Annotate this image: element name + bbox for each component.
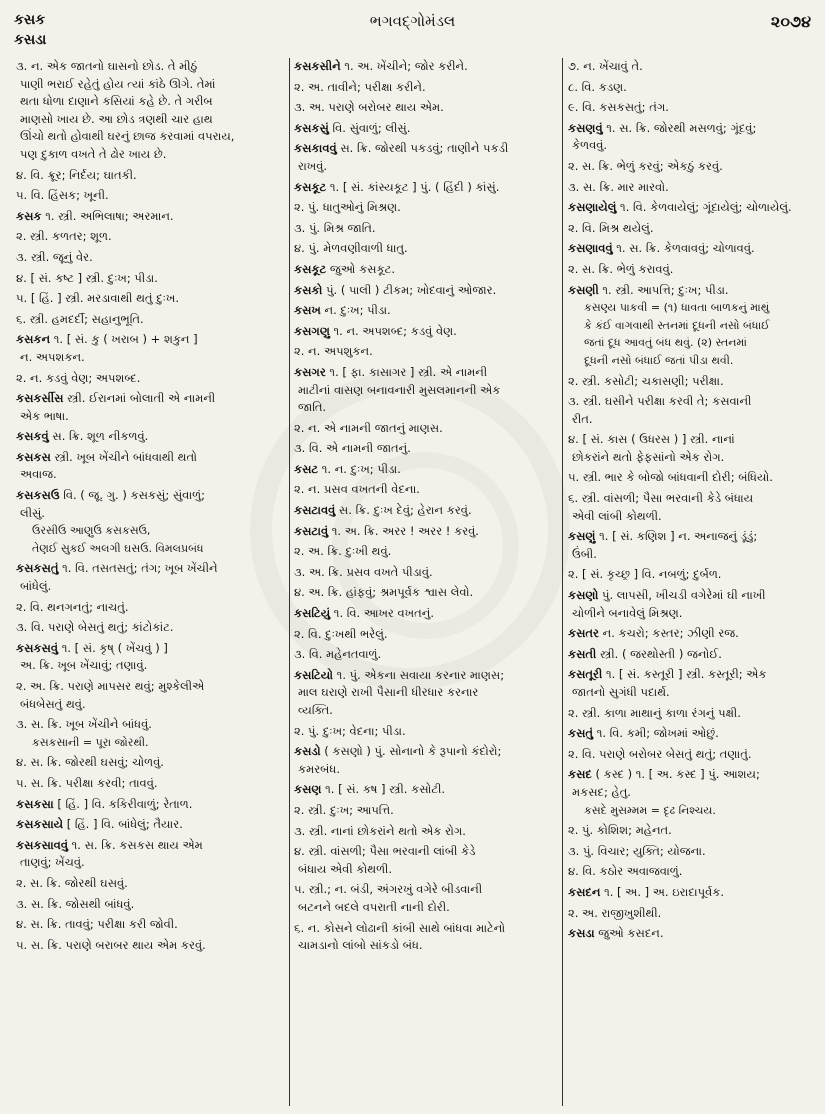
entry-line: પણ દુકાળ વખતે તે ઢોર ખાય છે. (20, 146, 167, 161)
dictionary-entry (294, 240, 556, 258)
dictionary-entry (568, 925, 813, 943)
headword: કસક (16, 208, 42, 223)
book-title: ભગવદ્ગોમંડલ (369, 12, 456, 30)
dictionary-entry (294, 58, 556, 76)
headword: કસકન (16, 332, 51, 347)
dictionary-entry (568, 282, 813, 370)
dictionary-entry (294, 440, 556, 458)
dictionary-entry (568, 746, 813, 764)
entry-line: ૩. સ. ક્રિ. ખૂબ ખેંચીને બાંધવું. (16, 717, 152, 732)
dictionary-entry (294, 502, 556, 520)
headword: કસતૂરી (568, 667, 603, 682)
dictionary-entry (16, 208, 284, 226)
headword: કસતું (568, 726, 594, 741)
entry-line: કસગણુ ૧. ન. અપશબ્દ; કડવું વેણ. (294, 323, 457, 338)
dictionary-entry (568, 220, 813, 238)
dictionary-entry (294, 881, 556, 916)
dictionary-entry (568, 79, 813, 97)
entry-line: ૨. સ્ત્રી. દુઃખ; આપત્તિ. (294, 802, 394, 817)
headword: કસણવું (568, 120, 603, 135)
entry-line: કસકસાવવું ૧. સ. ક્રિ. કસકસ થાય એમ (16, 837, 203, 852)
usage-example: કસકસાની = પૂરા જોરથી. (32, 735, 149, 749)
entry-line: કમરબંધ. (298, 761, 340, 776)
entry-line: ૨. અ. ક્રિ. દુઃખી થવું. (294, 544, 392, 559)
usage-example: કસણ્ય પાકવી = (૧) ધાવતા બાળકનું માથું (584, 301, 770, 315)
entry-line: ૫. સ્ત્રી.; ન. બંડી, અંગરખું વગેરે બીડવાની (294, 882, 483, 897)
entry-line: ૨. પું. ધાતુઓનું મિશ્રણ. (294, 200, 401, 215)
entry-line: ૪. સ. ક્રિ. તાવવું; પરીક્ષા કરી જોવી. (16, 917, 178, 932)
headword: કસકર્સીસ (16, 391, 64, 406)
dictionary-entry (294, 199, 556, 217)
dictionary-entry (568, 666, 813, 701)
entry-line: જાતનો સુગંધી પદાર્થ. (572, 685, 670, 699)
dictionary-entry (294, 543, 556, 561)
entry-line: મકસદ; હેતુ. (572, 784, 631, 799)
dictionary-entry (568, 766, 813, 819)
dictionary-entry (16, 875, 284, 893)
dictionary-entry (568, 120, 813, 155)
entry-line: ૫. સ્ત્રી. ભાર કે બોજો બાંધવાની દોરી; બંધિયો. (568, 470, 773, 485)
dictionary-entry (294, 723, 556, 741)
dictionary-entry (16, 775, 284, 793)
entry-line: ૨. વિ. થનગનતું; નાચતું. (16, 599, 129, 614)
entry-line: ૪. સ્ત્રી. વાંસળી; પૈસા ભરવાની લાંબી કેડે (294, 844, 476, 859)
entry-line: ૨. અ. તાવીને; પરીક્ષા કરીને. (294, 79, 426, 94)
entry-line: ૩. પું. વિચાર; યુક્તિ; યોજના. (568, 843, 706, 858)
headword: કસકૂટ (294, 261, 327, 276)
entry-line: ૯. વિ. કસકસતું; તંગ. (568, 100, 669, 115)
entry-line: ચોળીને બનાવેલું મિશ્રણ. (572, 605, 683, 620)
entry-line: ૩. સ. ક્રિ. માર મારવો. (568, 179, 669, 194)
dictionary-entry (294, 179, 556, 197)
page-header (14, 10, 811, 54)
dictionary-entry (568, 843, 813, 861)
entry-line: ૫. સ. ક્રિ. પરીક્ષા કરવી; તાવવું. (16, 775, 158, 790)
dictionary-entry (294, 481, 556, 499)
dictionary-entry (16, 640, 284, 675)
dictionary-entry (294, 626, 556, 644)
dictionary-entry (294, 220, 556, 238)
entry-line: ૨. સ્ત્રી. કસોટી; ચકાસણી; પરીક્ષા. (568, 373, 724, 388)
entry-line: ૩. ન. એક જાતનો ઘાસનો છોડ. તે મીઠું (16, 59, 198, 73)
dictionary-entry (294, 140, 556, 175)
entry-line: કસકવું સ. ક્રિ. શૂળ નીકળવું. (16, 429, 149, 444)
entry-line: ૨. ન. પ્રસવ વખતની વેદના. (294, 482, 420, 497)
entry-line: કસકસા [ હિં. ] વિ. કકિરીવાળું; રેતાળ. (16, 796, 193, 811)
headword: કસટાવું (294, 523, 329, 538)
entry-line: કસકન ૧. [ સં. કુ ( ખરાબ ) + શકુન ] (16, 332, 198, 347)
entry-line: ૪. પું. મેળવણીવાળી ધાતુ. (294, 241, 408, 256)
dictionary-entry (294, 261, 556, 279)
entry-line: ૪. સ. ક્રિ. જોરથી ઘસવું; ચોળવું. (16, 755, 164, 770)
dictionary-entry (294, 420, 556, 438)
entry-line: ૩. વિ. પરાણે બેસતું થતું; કાંટોકાંટ. (16, 620, 174, 635)
headword: કસકસાવવું (16, 837, 69, 852)
dictionary-entry (16, 599, 284, 617)
entry-line: માણસો ખાય છે. આ છોડ ત્રણથી ચાર હાથ (20, 111, 213, 126)
dictionary-entry (294, 781, 556, 799)
dictionary-entry (294, 843, 556, 878)
entry-line: કસણી ૧. સ્ત્રી. આપત્તિ; દુઃખ; પીડા. (568, 282, 729, 297)
dictionary-entry (16, 796, 284, 814)
first-guide-word: કસક (14, 12, 46, 28)
entry-line: ૨. ન. અપશુકન. (294, 344, 373, 359)
dictionary-entry (568, 261, 813, 279)
headword: કસગણુ (294, 323, 330, 338)
dictionary-entry (16, 678, 284, 713)
last-guide-word: કસડા (14, 32, 47, 48)
entry-line: કસણાયેલું ૧. વિ. કેળવાયેલું; ગૂંદાયેલું; ચોળાયેલું. (568, 200, 792, 215)
dictionary-entry (294, 461, 556, 479)
dictionary-entry (294, 323, 556, 341)
headword: કસકસું (294, 120, 329, 135)
entry-line: બટનને બદલે વપરાતી નાની દોરી. (298, 899, 450, 914)
dictionary-entry (568, 528, 813, 563)
dictionary-entry (568, 158, 813, 176)
entry-line: ૪. વિ. ક્રૂર; નિર્દય; ઘાતકી. (16, 167, 137, 182)
entry-line: કસકસતું ૧. વિ. તસતસતું; તંગ; ખૂબ ખેંચીને (16, 561, 218, 576)
entry-line: ૪. વિ. કઠોર અવાજવાળું. (568, 864, 683, 879)
entry-line: કસકાવવું સ. ક્રિ. જોરથી પકડવું; તાણીને પકડી (294, 141, 509, 156)
dictionary-entry (568, 884, 813, 902)
dictionary-entry (568, 99, 813, 117)
headword: કસકો (294, 282, 323, 297)
dictionary-entry (568, 58, 813, 76)
dictionary-entry (16, 487, 284, 557)
entry-line: કસતું ૧. વિ. કમી; જોખમાં ઓછું. (568, 726, 719, 741)
entry-line: ૮. વિ. કડણ. (568, 79, 627, 94)
entry-line: છોકરાંને થતો ફેફસાંનો એક રોગ. (572, 449, 725, 464)
headword: કસકવું (16, 429, 49, 444)
entry-line: એવી લાંબી કોથળી. (572, 508, 662, 523)
entry-line: ૩. અ. ક્રિ. પ્રસવ વખતે પીડાવું. (294, 564, 433, 579)
headword: કસટિયો (294, 667, 334, 682)
column-1 (16, 58, 284, 1108)
dictionary-entry (16, 716, 284, 751)
entry-line: અ. ક્રિ. ખૂબ ખેંચાવું; તણાવું. (20, 658, 148, 673)
entry-line: કસતી સ્ત્રી. ( જરથોસ્તી ) જનોઈ. (568, 646, 722, 661)
entry-line: ૪. [ સં. કષ્ટ ] સ્ત્રી. દુઃખ; પીડા. (16, 270, 158, 285)
entry-line: કસકો પું. ( પાલી ) ટીકમ; ખોદવાનું ઓજાર. (294, 282, 497, 297)
headword: કસડો (294, 744, 321, 759)
dictionary-entry (294, 282, 556, 300)
dictionary-entry (16, 270, 284, 288)
dictionary-entry (16, 896, 284, 914)
entry-line: ૨. પું. દુઃખ; વેદના; પીડા. (294, 723, 406, 738)
dictionary-entry (16, 390, 284, 425)
entry-line: ૨. પું. કોશિશ; મહેનત. (568, 823, 672, 838)
entry-line: ૨. અ. ક્રિ. પરાણે માપસર થવું; મુશ્કેલીએ (16, 679, 205, 693)
entry-line: કસક ૧. સ્ત્રી. અભિલાષા; અરમાન. (16, 208, 174, 223)
headword: કસકસીને (294, 59, 341, 73)
column-2 (294, 58, 556, 1108)
dictionary-entry (16, 560, 284, 595)
dictionary-entry (294, 823, 556, 841)
dictionary-entry (568, 625, 813, 643)
dictionary-entry (568, 373, 813, 391)
entry-line: કસગર ૧. [ ફા. કાસાગર ] સ્ત્રી. એ નામની (294, 364, 488, 379)
entry-line: ૬. સ્ત્રી. વાંસળી; પૈસા ભરવાની કેડે બંધાય (568, 491, 754, 506)
entry-line: કસકર્સીસ સ્ત્રી. ઈરાનમાં બોલાતી એ નામની (16, 391, 216, 406)
dictionary-entry (16, 311, 284, 329)
dictionary-entry (568, 179, 813, 197)
entry-line: કસકસું વિ. સુંવાળું; લીસું. (294, 120, 411, 135)
dictionary-entry (294, 364, 556, 417)
entry-line: કસકસ સ્ત્રી. ખૂબ ખેંચીને બાંધવાથી થતો (16, 449, 197, 464)
headword: કસણાવવું (568, 241, 613, 256)
entry-line: ૬. ન. કોસને લોઢાની કાંબી સાથે બાંધવા માટેનો (294, 920, 506, 935)
headword: કસણો (568, 588, 599, 603)
entry-line: ૩. સ્ત્રી. ઘસીને પરીક્ષા કરવી તે; કસવાની (568, 394, 752, 409)
dictionary-entry (16, 58, 284, 164)
dictionary-entry (294, 605, 556, 623)
dictionary-entry (294, 667, 556, 720)
entry-line: ૨. સ. ક્રિ. જોરથી ઘસવું. (16, 875, 128, 890)
entry-line: ૨. સ. ક્રિ. ભેળું કરવું; એકઠું કરવું. (568, 158, 723, 173)
dictionary-entry (16, 937, 284, 955)
entry-line: થતા ધોળા દાણાને કસિયાં કહે છે. તે ગરીબ (20, 94, 213, 109)
entry-line: કસકસાયે [ હિં. ] વિ. બાંધેલું; તૈયાર. (16, 817, 183, 832)
entry-line: કસણ ૧. [ સં. કષ ] સ્ત્રી. કસોટી. (294, 782, 446, 797)
dictionary-entry (294, 523, 556, 541)
entry-line: ૬. સ્ત્રી. હમદર્દી; સહાનુભૂતિ. (16, 311, 144, 326)
entry-line: કસટિયું ૧. વિ. આખર વખતનું. (294, 606, 434, 621)
headword: કસટાવવું (294, 503, 336, 518)
entry-line: બંધાય એવી કોથળી. (298, 861, 392, 876)
dictionary-entry (16, 428, 284, 446)
headword: કસગર (294, 364, 326, 379)
column-3 (568, 58, 813, 1108)
headword: કસણું (568, 529, 596, 544)
dictionary-entry (16, 187, 284, 205)
usage-example: કે કંઈ વાગવાથી સ્તનમાં દૂધની નસો બંધાઈ (584, 318, 770, 332)
headword: કસણી (568, 282, 599, 297)
headword: કસટિયું (294, 606, 331, 621)
dictionary-entry (294, 79, 556, 97)
entry-line: તાણવું; ખેંચવું. (20, 855, 85, 870)
entry-line: કસડો ( કસણો ) પું. સોનાનો કે રૂપાનો કંદોરો; (294, 744, 502, 759)
dictionary-entry (294, 99, 556, 117)
dictionary-entry (568, 587, 813, 622)
entry-line: ૩. પું. મિશ્ર જાતિ. (294, 220, 376, 235)
headword: કસકસવું (16, 640, 59, 655)
entry-line: કસટિયો ૧. પું. એકના સવાયા કરનાર માણસ; (294, 667, 505, 682)
entry-line: ૫. વિ. હિંસક; ખૂની. (16, 188, 109, 203)
dictionary-entry (16, 228, 284, 246)
entry-line: કસકસીને ૧. અ. ખેંચીને; જોર કરીને. (294, 59, 468, 73)
usage-example: દૂધની નસો બંધાઈ જતાં પીડા થવી. (584, 353, 734, 367)
entry-line: કસદ ( કસ્દ ) ૧. [ અ. કસ્દ ] પું. આશય; (568, 767, 760, 782)
headword: કસણ (294, 782, 322, 797)
headword: કસકાવવું (294, 141, 337, 156)
entry-line: કસટાવું ૧. અ. ક્રિ. અરર ! અરર ! કરવું. (294, 523, 479, 538)
dictionary-entry (16, 370, 284, 388)
dictionary-columns (16, 58, 813, 1108)
entry-line: કસદન ૧. [ અ. ] અ. ઇરાદાપૂર્વક. (568, 884, 725, 899)
dictionary-entry (16, 449, 284, 484)
headword: કસતી (568, 646, 597, 661)
entry-line: ૫. સ. ક્રિ. પરાણે બરાબર થાય એમ કરવું. (16, 937, 206, 952)
headword: કસખ (294, 303, 321, 318)
entry-line: ૨. વિ. દુઃખથી ભરેલું. (294, 626, 388, 641)
entry-line: ૨. ન. એ નામની જાતનું માણસ. (294, 420, 443, 435)
entry-line: ન. અપશકન. (20, 349, 85, 364)
dictionary-entry (568, 566, 813, 584)
entry-line: કસકૂટ ૧. [ સં. કાંસ્યકૂટ ] પું. ( હિંદી ) કાંસું. (294, 179, 500, 194)
dictionary-entry (568, 469, 813, 487)
entry-line: ૨. [ સં. કૃચ્છ્ર ] વિ. નબળું; દુર્બળ. (568, 567, 722, 582)
dictionary-entry (568, 725, 813, 743)
entry-line: પાણી ભરાઈ રહેતું હોય ત્યાં કાંઠે ઊગે. તેમાં (20, 76, 216, 91)
usage-example: જતાં દૂધ આવતું બંધ થવું. (૨) સ્તનમાં (584, 336, 747, 350)
usage-example: કસદે મુસમ્મમ = દૃઢ નિશ્ચય. (584, 803, 716, 817)
dictionary-entry (16, 754, 284, 772)
entry-line: જાતિ. (298, 400, 327, 415)
entry-line: માટીનાં વાસણ બનાવનારી મુસલમાનની એક (298, 382, 501, 397)
entry-line: કસડા જુઓ કસદન. (568, 926, 664, 941)
entry-line: ઊંચો થતો હોવાથી ઘરનું છાજ કરવામાં વપરાય, (20, 129, 235, 144)
entry-line: ૨. અ. રાજીખુશીથી. (568, 905, 662, 920)
dictionary-entry (16, 249, 284, 267)
dictionary-entry (16, 167, 284, 185)
entry-line: કેળવવું. (572, 138, 608, 153)
entry-line: ચામડાનો લાંબો સાંકડો બંધ. (298, 938, 423, 953)
dictionary-entry (568, 199, 813, 217)
dictionary-entry (568, 431, 813, 466)
entry-line: કસણાવવું ૧. સ. ક્રિ. કેળવાવવું; ચોળાવવું. (568, 241, 755, 256)
headword: કસકૂટ (294, 179, 327, 194)
headword: કસદન (568, 884, 601, 899)
dictionary-entry (568, 240, 813, 258)
entry-line: લીસું. (20, 505, 45, 520)
headword: કસડા (568, 926, 595, 941)
headword: કસકસ (16, 449, 51, 464)
dictionary-entry (294, 343, 556, 361)
entry-line: કસતર ન. કચરો; કસ્તર; ઝીણી રજ. (568, 626, 739, 641)
entry-line: ૪. [ સં. કાસ ( ઉધરસ ) ] સ્ત્રી. નાનાં (568, 432, 735, 447)
dictionary-entry (568, 905, 813, 923)
usage-example: તેણઈ સુકઈ અલગી ઘસઉ. વિમલપ્રબંધ (32, 541, 204, 555)
page-number: ૨૦૭૪ (770, 12, 811, 31)
dictionary-entry (568, 490, 813, 525)
headword: કસતર (568, 626, 600, 641)
entry-line: ૨. વિ. પરાણે બરોબર બેસતું થતું; તણાતું. (568, 746, 752, 761)
usage-example: ઉરસીઉ આણુઉ કસકસઉ, (32, 524, 151, 538)
dictionary-entry (294, 802, 556, 820)
dictionary-entry (16, 837, 284, 872)
headword: કસકસા (16, 796, 54, 811)
dictionary-entry (568, 863, 813, 881)
entry-line: કસખ ન. દુઃખ; પીડા. (294, 303, 391, 318)
entry-line: ૩. વિ. મહેનતવાળું. (294, 647, 382, 662)
headword: કસકસઉ (16, 488, 60, 503)
entry-line: ૨. સ. ક્રિ. ભેળું કરાવવું. (568, 261, 674, 276)
entry-line: કસકસવું ૧. [ સં. કૃષ્ ( ખેંચવું ) ] (16, 640, 168, 655)
entry-line: ૩. વિ. એ નામની જાતનું. (294, 441, 411, 456)
dictionary-entry (294, 120, 556, 138)
entry-line: ૩. સ. ક્રિ. જોસથી બાંધવું. (16, 896, 135, 911)
entry-line: ૨. વિ. મિશ્ર થયેલું. (568, 220, 654, 235)
entry-line: ઉંબી. (572, 546, 597, 561)
dictionary-entry (16, 290, 284, 308)
entry-line: રાખવું. (298, 158, 328, 173)
headword: કસટ (294, 461, 319, 476)
entry-line: કસકસઉ વિ. ( જૂ. ગુ. ) કસકસું; સુંવાળું; (16, 488, 206, 503)
entry-line: એક ભાષા. (20, 408, 69, 423)
dictionary-entry (16, 331, 284, 366)
entry-line: ૨. ન. કડવું વેણ; અપશબ્દ. (16, 370, 141, 385)
entry-line: માલ ઘરાણે રાખી પૈસાની ધીરધાર કરનાર (298, 685, 479, 700)
dictionary-entry (294, 920, 556, 955)
entry-line: કસણો પું. લાપસી, ખીચડી વગેરેમાં ઘી નાખી (568, 588, 766, 603)
dictionary-entry (294, 743, 556, 778)
headword: કસકસતું (16, 561, 59, 576)
entry-line: કસણવું ૧. સ. ક્રિ. જોરથી મસળવું; ગૂંદવું; (568, 120, 757, 135)
dictionary-entry (16, 816, 284, 834)
entry-line: કસતૂરી ૧. [ સં. કસ્તૂરી ] સ્ત્રી. કસ્તૂરી; એક (568, 667, 767, 682)
dictionary-entry (16, 619, 284, 637)
dictionary-entry (568, 705, 813, 723)
entry-line: ૨. સ્ત્રી. કળતર; શૂળ. (16, 229, 112, 244)
dictionary-entry (568, 822, 813, 840)
entry-line: કસણું ૧. [ સં. કણિશ ] ન. અનાજનું ડૂંડું; (568, 529, 758, 544)
entry-line: ૨. સ્ત્રી. કાળા માથાનું કાળા રંગનું પક્ષી. (568, 705, 741, 720)
entry-line: બંધબેસતું થવું. (20, 696, 86, 711)
headword: કસકસાયે (16, 817, 64, 832)
dictionary-entry (568, 393, 813, 428)
entry-line: કસકૂટ જુઓ કસકૂટ. (294, 261, 395, 276)
headword: કસણાયેલું (568, 200, 617, 215)
entry-line: બાંધેલું. (20, 579, 52, 594)
entry-line: ૩. સ્ત્રી. નાનાં છોકરાંને થતો એક રોગ. (294, 823, 466, 838)
dictionary-entry (568, 646, 813, 664)
entry-line: ૪. અ. ક્રિ. હાંફવું; શ્રમપૂર્વક શ્વાસ લેવો. (294, 585, 474, 600)
entry-line: કસટાવવું સ. ક્રિ. દુઃખ દેવું; હેરાન કરવું. (294, 503, 472, 518)
dictionary-entry (294, 302, 556, 320)
entry-line: ૭. ન. ખેંચાવું તે. (568, 59, 643, 73)
dictionary-entry (294, 584, 556, 602)
dictionary-entry (294, 564, 556, 582)
dictionary-entry (16, 916, 284, 934)
entry-line: વ્યક્તિ. (298, 703, 333, 717)
entry-line: ૫. [ હિં. ] સ્ત્રી. મરડાવાથી થતું દુઃખ. (16, 291, 180, 306)
headword: કસદ (568, 767, 592, 782)
entry-line: ૩. સ્ત્રી. જૂનું વેર. (16, 249, 93, 264)
entry-line: અવાજ. (20, 467, 57, 482)
entry-line: રીત. (572, 411, 593, 426)
entry-line: ૩. અ. પરાણે બરોબર થાય એમ. (294, 100, 444, 115)
entry-line: કસટ ૧. ન. દુઃખ; પીડા. (294, 461, 401, 476)
dictionary-entry (294, 646, 556, 664)
